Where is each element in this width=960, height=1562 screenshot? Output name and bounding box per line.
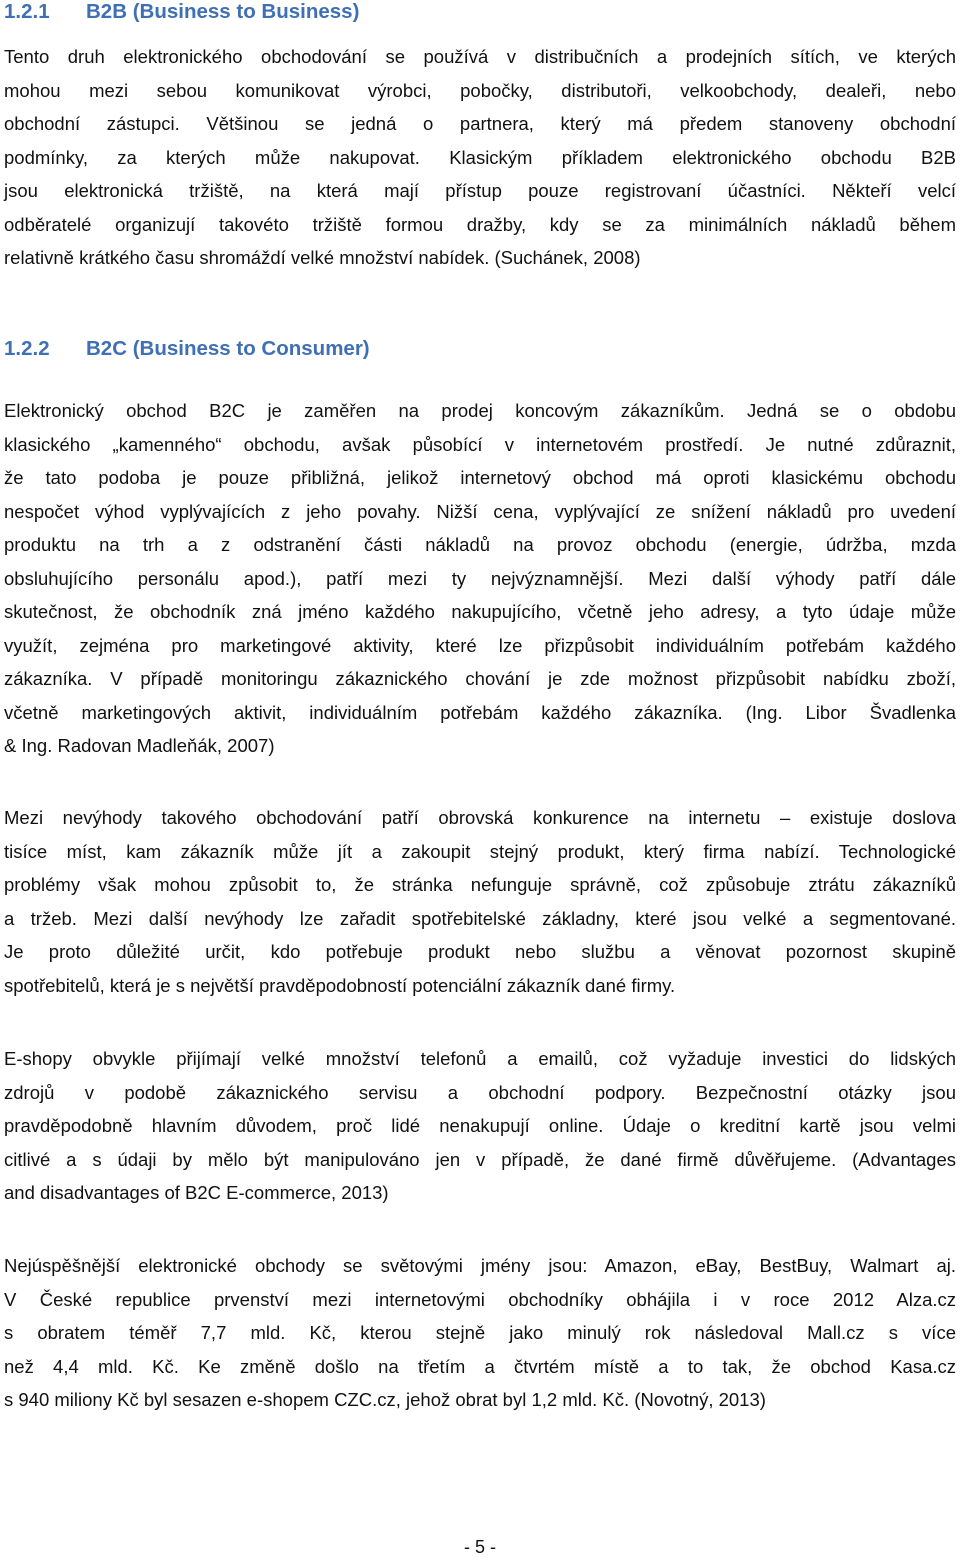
text-line: and disadvantages of B2C E-commerce, 2013) (4, 1182, 389, 1203)
text-line: Je proto důležité určit, kdo potřebuje produkt nebo službu a věnovat pozornost skupině (4, 941, 956, 962)
text-line: Nejúspěšnější elektronické obchody se světovými jmény jsou: Amazon, eBay, BestBuy, Walmart aj. (4, 1255, 956, 1276)
section-number: 1.2.1 (4, 0, 50, 23)
paragraph-b2c-disadvantages (4, 801, 956, 1002)
text-line: využít, zejména pro marketingové aktivity, které lze přizpůsobit individuálním potřebám každého (4, 634, 956, 656)
section-number: 1.2.2 (4, 337, 50, 360)
text-line: mohou mezi sebou komunikovat výrobci, pobočky, distributoři, velkoobchody, dealeři, nebo (4, 79, 956, 101)
paragraph-b2b-intro (4, 40, 956, 275)
text-line: obchodní zástupci. Většinou se jedná o partnera, který má předem stanoveny obchodní (4, 113, 956, 134)
section-title: B2C (Business to Consumer) (86, 337, 370, 360)
text-line: jsou elektronická tržiště, na která mají přístup pouze registrovaní účastníci. Někteří velcí (4, 180, 956, 201)
text-line: že tato podoba je pouze přibližná, jelikož internetový obchod má oproti klasickému obchodu (4, 467, 956, 488)
text-line: nespočet výhod vyplývajících z jeho povahy. Nižší cena, vyplývající ze snížení nákladů pro uvedení (4, 500, 956, 522)
text-line: produktu na trh a z odstranění části nákladů na provoz obchodu (energie, údržba, mzda (4, 534, 956, 555)
text-line: relativně krátkého času shromáždí velké množství nabídek. (Suchánek, 2008) (4, 247, 641, 268)
text-line: skutečnost, že obchodník zná jméno každého nakupujícího, včetně jeho adresy, a tyto údaje může (4, 601, 956, 622)
text-line: s obratem téměř 7,7 mld. Kč, kterou stejně jako minulý rok následoval Mall.cz s více (4, 1322, 956, 1343)
text-line: zdrojů v podobě zákaznického servisu a obchodní podpory. Bezpečnostní otázky jsou (4, 1081, 956, 1103)
text-line: klasického „kamenného“ obchodu, avšak působící v internetovém prostředí. Je nutné zdůraznit, (4, 433, 956, 455)
section-heading-b2c (4, 337, 370, 361)
text-line: pravděpodobně hlavním důvodem, proč lidé nenakupují online. Údaje o kreditní kartě jsou velmi (4, 1115, 956, 1136)
text-line: & Ing. Radovan Madleňák, 2007) (4, 735, 275, 756)
text-line: odběratelé organizují takovéto tržiště formou dražby, kdy se za minimálních nákladů během (4, 213, 956, 235)
text-line: tisíce míst, kam zákazník může jít a zakoupit stejný produkt, který firma nabízí. Technologické (4, 840, 956, 862)
paragraph-b2c-intro (4, 394, 956, 763)
text-line: Elektronický obchod B2C je zaměřen na prodej koncovým zákazníkům. Jedná se o obdobu (4, 400, 956, 421)
text-line: Tento druh elektronického obchodování se používá v distribučních a prodejních sítích, ve kterých (4, 46, 956, 67)
text-line: podmínky, za kterých může nakupovat. Klasickým příkladem elektronického obchodu B2B (4, 146, 956, 168)
text-line: E-shopy obvykle přijímají velké množství telefonů a emailů, což vyžaduje investici do lidských (4, 1048, 956, 1069)
section-title: B2B (Business to Business) (86, 0, 360, 23)
text-line: citlivé a s údaji by mělo být manipulováno jen v případě, že dané firmě důvěřujeme. (Advantages (4, 1148, 956, 1170)
text-line: s 940 miliony Kč byl sesazen e-shopem CZC.cz, jehož obrat byl 1,2 mld. Kč. (Novotný, 2013) (4, 1389, 766, 1410)
text-line: spotřebitelů, která je s největší pravděpodobností potenciální zákazník dané firmy. (4, 974, 676, 996)
text-line: a tržeb. Mezi další nevýhody lze zařadit spotřebitelské základny, které jsou velké a segmentované. (4, 907, 956, 929)
text-line: zákazníka. V případě monitoringu zákaznického chování je zde možnost přizpůsobit nabídku zboží, (4, 668, 956, 689)
text-line: V České republice prvenství mezi internetovými obchodníky obhájila i v roce 2012 Alza.cz (4, 1288, 956, 1310)
text-line: včetně marketingových aktivit, individuálním potřebám každého zákazníka. (Ing. Libor Švadlenka (4, 701, 956, 723)
text-line: Mezi nevýhody takového obchodování patří obrovská konkurence na internetu – existuje doslova (4, 807, 956, 828)
section-heading-b2b (4, 0, 359, 24)
text-line: problémy však mohou způsobit to, že stránka nefunguje správně, což způsobuje ztrátu zákazníků (4, 874, 956, 895)
paragraph-b2c-eshops (4, 1042, 956, 1210)
paragraph-b2c-successful-shops (4, 1249, 956, 1417)
text-line: obsluhujícího personálu apod.), patří mezi ty nejvýznamnější. Mezi další výhody patří dále (4, 567, 956, 589)
page-number: - 5 - (463, 1537, 496, 1557)
text-line: než 4,4 mld. Kč. Ke změně došlo na třetím a čtvrtém místě a to tak, že obchod Kasa.cz (4, 1355, 956, 1377)
